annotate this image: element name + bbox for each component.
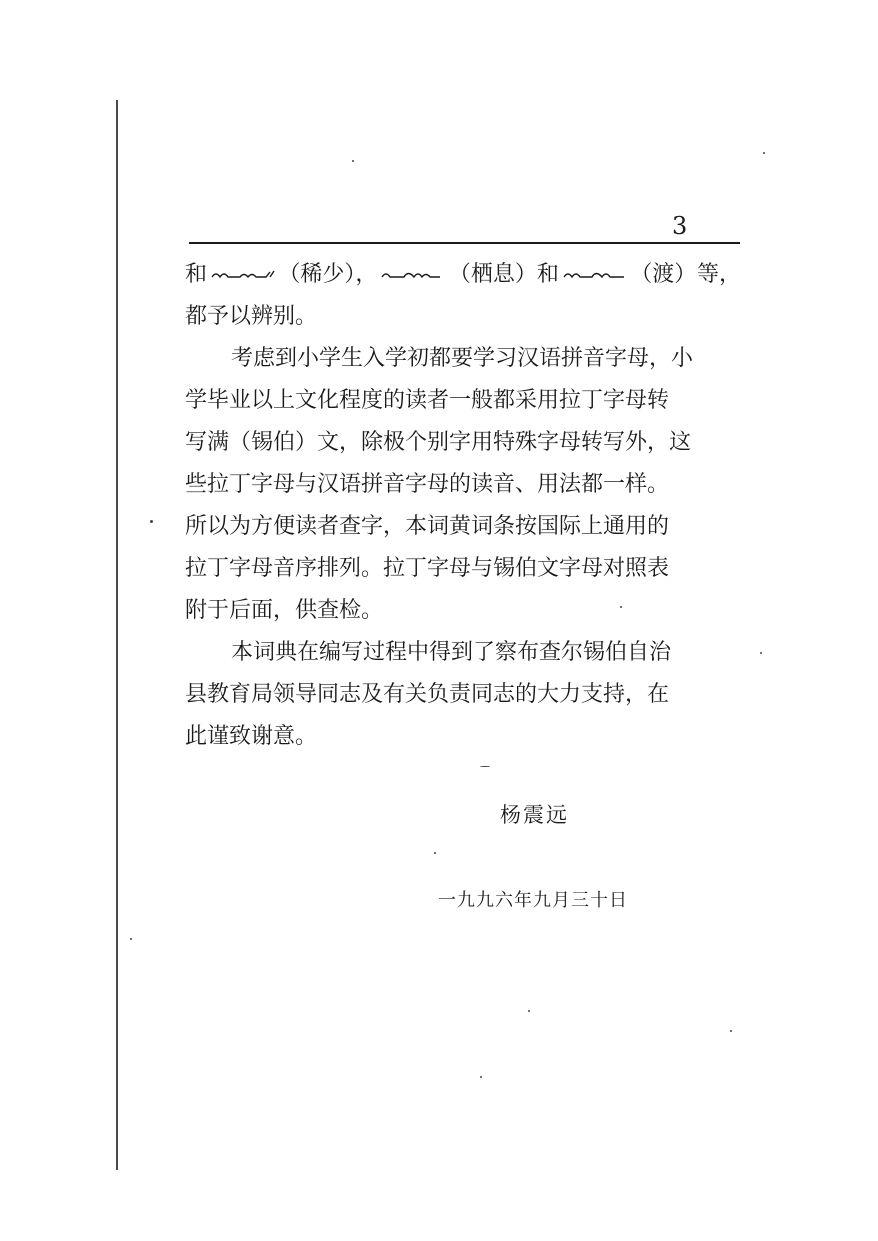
author-signature: 杨震远 <box>500 803 569 827</box>
text-line <box>185 254 741 296</box>
text-fragment: （渡） <box>630 262 697 287</box>
text-line: 附于后面，供查检。 <box>185 598 384 623</box>
header-rule <box>189 242 740 244</box>
page-number: 3 <box>672 212 688 240</box>
scan-speck <box>763 152 765 154</box>
scan-speck <box>434 852 436 854</box>
scan-speck <box>352 160 354 162</box>
text-fragment: （稀少）， <box>278 262 378 287</box>
manchu-word-rare <box>208 254 278 296</box>
scan-speck <box>528 1010 530 1012</box>
scan-speck <box>130 938 132 940</box>
text-line: 拉丁字母音序排列。拉丁字母与锡伯文字母对照表 <box>185 556 670 581</box>
scan-speck <box>760 652 762 654</box>
scan-speck <box>480 766 490 767</box>
text-line: 都予以辨别。 <box>185 304 318 329</box>
text-line: 些拉丁字母与汉语拼音字母的读音、用法都一样。 <box>185 472 670 497</box>
body-text <box>185 254 741 758</box>
binding-edge-line <box>116 100 118 1170</box>
text-line: 县教育局领导同志及有关负责同志的大力支持，在 <box>185 682 670 707</box>
date-line: 一九九六年九月三十日 <box>438 890 628 911</box>
scan-speck <box>150 520 153 523</box>
manchu-word-dwell <box>378 254 448 296</box>
text-line: 本词典在编写过程中得到了察布查尔锡伯自治 <box>231 640 672 665</box>
text-line: 写满（锡伯）文，除极个别字用特殊字母转写外，这 <box>185 430 692 455</box>
scan-speck <box>480 1076 482 1078</box>
text-fragment: 等， <box>696 262 741 287</box>
text-line: 此谨致谢意。 <box>185 724 318 749</box>
text-line: 学毕业以上文化程度的读者一般都采用拉丁字母转 <box>185 388 670 413</box>
manchu-word-cross <box>560 254 630 296</box>
text-fragment: 和 <box>185 262 208 287</box>
text-line: 考虑到小学生入学初都要学习汉语拼音字母，小 <box>231 346 694 371</box>
text-fragment: （栖息）和 <box>448 262 559 287</box>
text-line: 所以为方便读者查字，本词黄词条按国际上通用的 <box>185 514 670 539</box>
scan-speck <box>730 1030 732 1032</box>
